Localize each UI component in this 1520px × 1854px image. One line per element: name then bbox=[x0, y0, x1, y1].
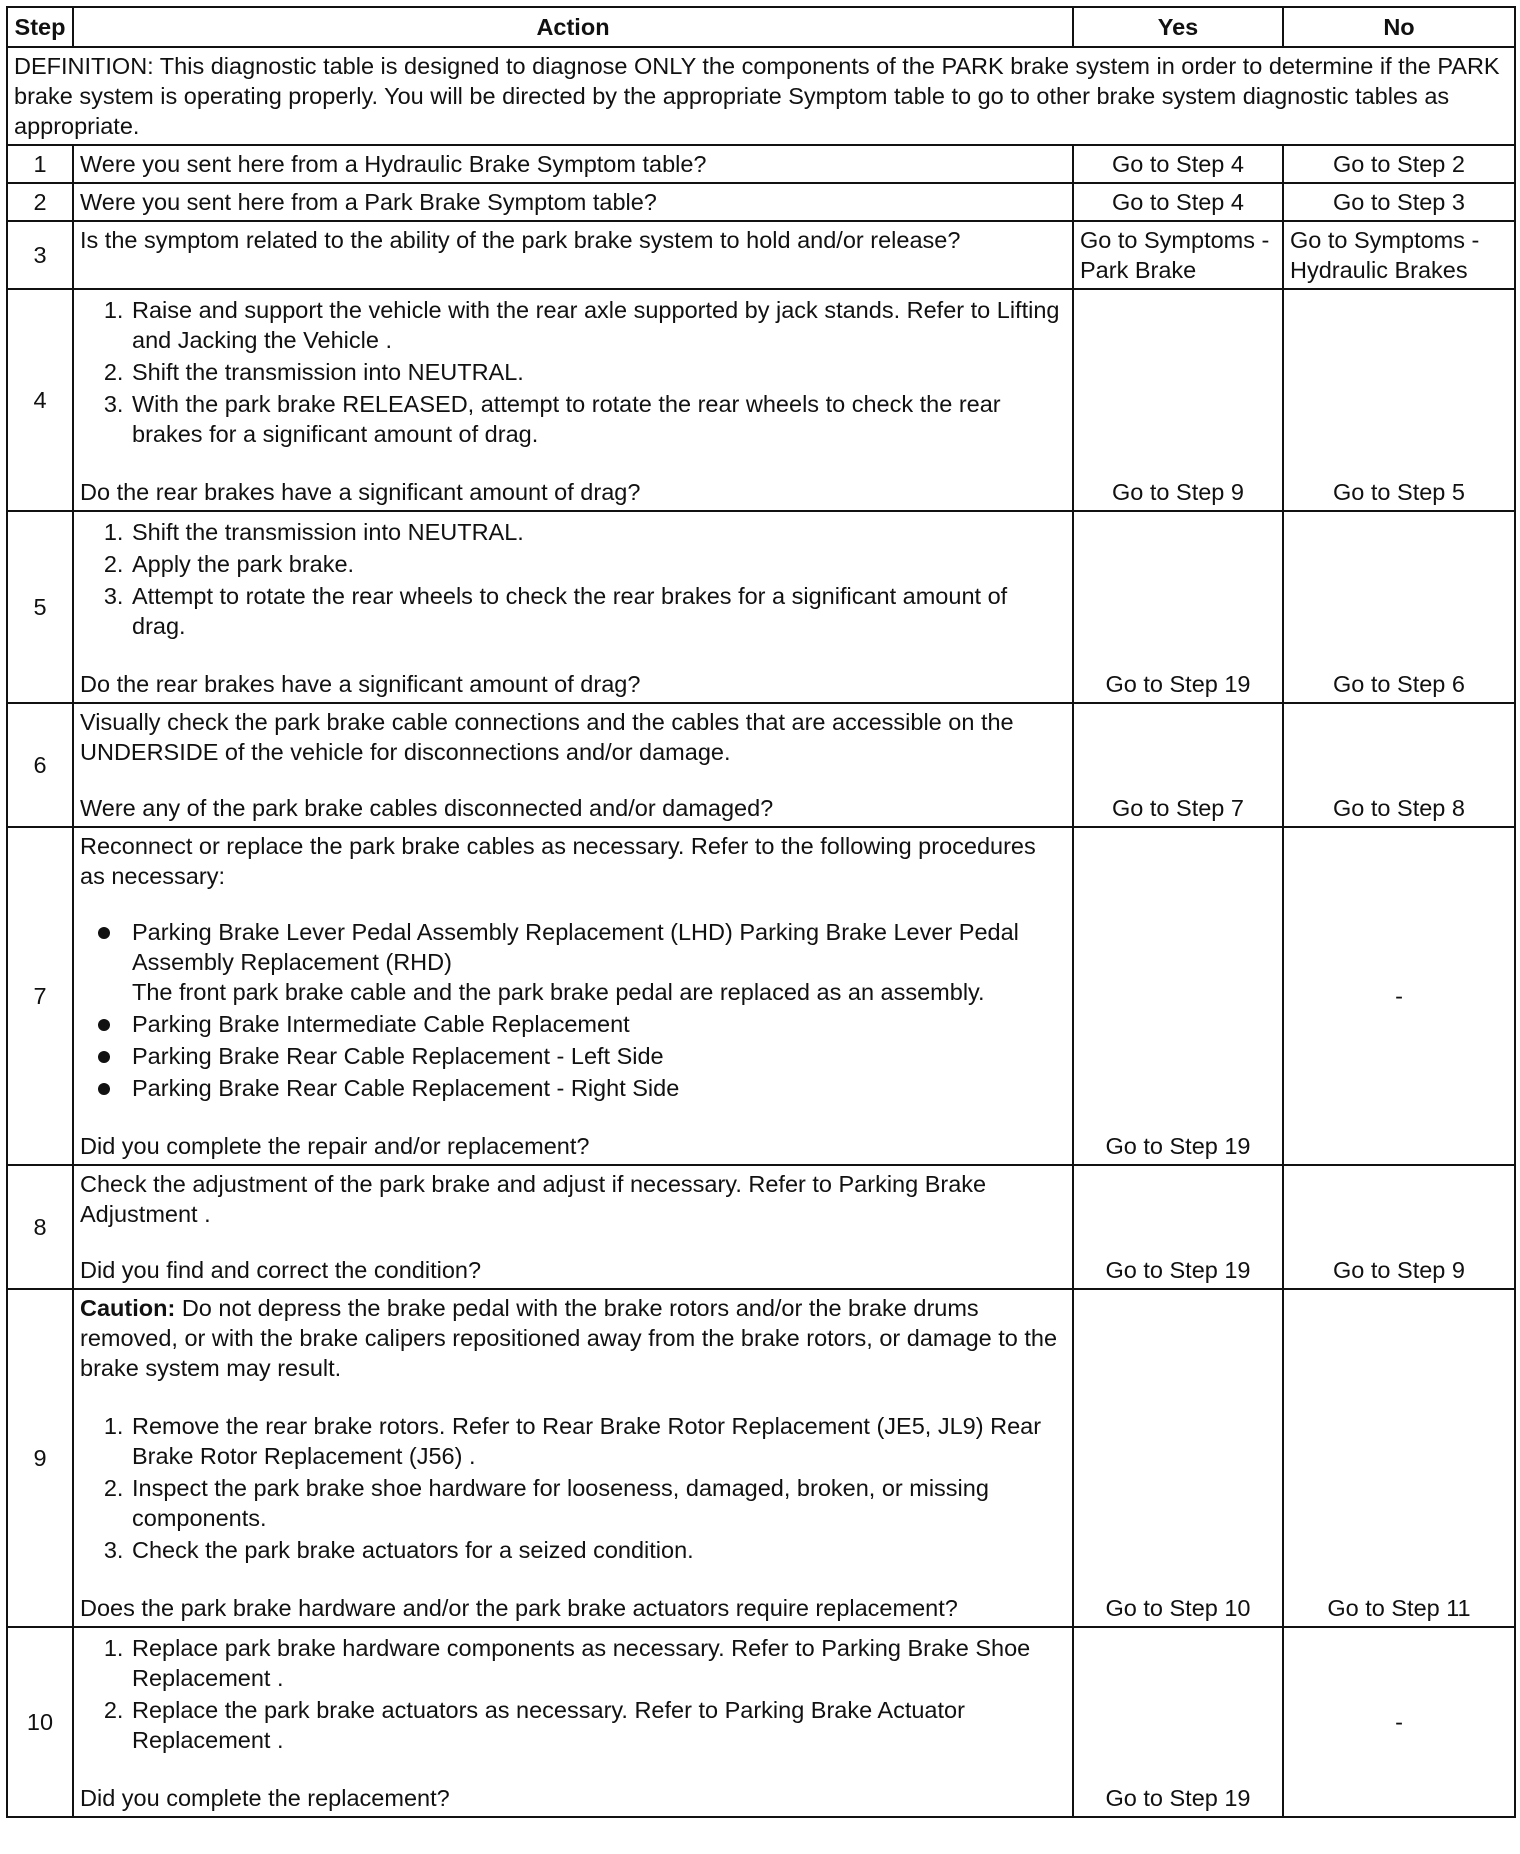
header-action: Action bbox=[73, 7, 1073, 47]
no-link[interactable]: Go to Step 8 bbox=[1283, 703, 1515, 827]
procedure-item: 1. Replace park brake hardware components as necessary. Refer to Parking Brake Shoe Replacement . bbox=[130, 1633, 1066, 1693]
no-link[interactable]: Go to Step 3 bbox=[1283, 183, 1515, 221]
procedure-item: 3. Check the park brake actuators for a seized condition. bbox=[130, 1535, 1066, 1565]
step-number: 3 bbox=[7, 221, 73, 289]
no-link[interactable]: Go to Symptoms - Hydraulic Brakes bbox=[1283, 221, 1515, 289]
spacer bbox=[80, 643, 1066, 669]
table-row bbox=[7, 1289, 1515, 1627]
yes-link[interactable]: Go to Step 19 bbox=[1073, 511, 1283, 703]
procedure-list bbox=[80, 295, 1066, 449]
step-action bbox=[73, 289, 1073, 511]
procedure-item: 2. Inspect the park brake shoe hardware for looseness, damaged, broken, or missing components. bbox=[130, 1473, 1066, 1533]
procedure-list bbox=[80, 1411, 1066, 1565]
definition-text: DEFINITION: This diagnostic table is designed to diagnose ONLY the components of the PARK brake system in order to determine if the PARK brake system is operating properly. You will be directed by the appropriate Symptom table to go to other brake system diagnostic tables as appropriate. bbox=[7, 47, 1515, 145]
table-row bbox=[7, 1165, 1515, 1289]
step-question: Does the park brake hardware and/or the park brake actuators require replacement? bbox=[80, 1595, 958, 1621]
step-question: Were you sent here from a Park Brake Symptom table? bbox=[73, 183, 1073, 221]
spacer bbox=[80, 1229, 1066, 1255]
step-number: 9 bbox=[7, 1289, 73, 1627]
step-question: Did you complete the replacement? bbox=[80, 1785, 450, 1811]
table-row bbox=[7, 1627, 1515, 1817]
yes-link[interactable]: Go to Step 9 bbox=[1073, 289, 1283, 511]
caution-label: Caution: bbox=[80, 1295, 176, 1321]
yes-link[interactable]: Go to Step 4 bbox=[1073, 183, 1283, 221]
yes-link[interactable]: Go to Symptoms - Park Brake bbox=[1073, 221, 1283, 289]
step-action bbox=[73, 703, 1073, 827]
table-row bbox=[7, 511, 1515, 703]
step-question: Were any of the park brake cables disconnected and/or damaged? bbox=[80, 795, 774, 821]
step-instruction: Reconnect or replace the park brake cables as necessary. Refer to the following procedures as necessary: bbox=[80, 833, 1036, 889]
spacer bbox=[80, 1105, 1066, 1131]
spacer bbox=[80, 767, 1066, 793]
step-question: Do the rear brakes have a significant amount of drag? bbox=[80, 671, 641, 697]
table-row bbox=[7, 221, 1515, 289]
table-header-row bbox=[7, 7, 1515, 47]
yes-link[interactable]: Go to Step 19 bbox=[1073, 827, 1283, 1165]
spacer bbox=[80, 451, 1066, 477]
step-number: 2 bbox=[7, 183, 73, 221]
procedure-item: 1. Remove the rear brake rotors. Refer to Rear Brake Rotor Replacement (JE5, JL9) Rear Brake Rotor Replacement (J56) . bbox=[130, 1411, 1066, 1471]
step-question: Do the rear brakes have a significant amount of drag? bbox=[80, 479, 641, 505]
procedure-item: 3. With the park brake RELEASED, attempt to rotate the rear wheels to check the rear brakes for a significant amount of drag. bbox=[130, 389, 1066, 449]
no-link[interactable]: Go to Step 5 bbox=[1283, 289, 1515, 511]
spacer bbox=[80, 1383, 1066, 1409]
yes-link[interactable]: Go to Step 19 bbox=[1073, 1627, 1283, 1817]
caution-text: Do not depress the brake pedal with the brake rotors and/or the brake drums removed, or with the brake calipers repositioned away from the brake rotors, or damage to the brake system may result. bbox=[80, 1295, 1058, 1381]
header-yes: Yes bbox=[1073, 7, 1283, 47]
yes-link[interactable]: Go to Step 7 bbox=[1073, 703, 1283, 827]
procedure-item: 2. Replace the park brake actuators as necessary. Refer to Parking Brake Actuator Replacement . bbox=[130, 1695, 1066, 1755]
no-link[interactable]: Go to Step 11 bbox=[1283, 1289, 1515, 1627]
yes-link[interactable]: Go to Step 4 bbox=[1073, 145, 1283, 183]
step-question: Were you sent here from a Hydraulic Brake Symptom table? bbox=[73, 145, 1073, 183]
step-action bbox=[73, 511, 1073, 703]
no-link[interactable]: Go to Step 6 bbox=[1283, 511, 1515, 703]
procedure-item: 2. Shift the transmission into NEUTRAL. bbox=[130, 357, 1066, 387]
procedure-bullets bbox=[80, 917, 1066, 1103]
step-number: 5 bbox=[7, 511, 73, 703]
table-row bbox=[7, 289, 1515, 511]
procedure-item: 1. Shift the transmission into NEUTRAL. bbox=[130, 517, 1066, 547]
table-row bbox=[7, 183, 1515, 221]
step-action bbox=[73, 1289, 1073, 1627]
yes-link[interactable]: Go to Step 10 bbox=[1073, 1289, 1283, 1627]
diagnostic-table bbox=[6, 6, 1516, 1818]
caution-note bbox=[80, 1293, 1066, 1383]
procedure-item: 1. Raise and support the vehicle with the rear axle supported by jack stands. Refer to Lifting and Jacking the Vehicle . bbox=[130, 295, 1066, 355]
spacer bbox=[80, 891, 1066, 917]
step-question: Did you find and correct the condition? bbox=[80, 1257, 482, 1283]
step-action bbox=[73, 1627, 1073, 1817]
no-value: - bbox=[1283, 827, 1515, 1165]
procedure-item: 3. Attempt to rotate the rear wheels to check the rear brakes for a significant amount of drag. bbox=[130, 581, 1066, 641]
header-no: No bbox=[1283, 7, 1515, 47]
bullet-item[interactable]: Parking Brake Intermediate Cable Replacement bbox=[130, 1009, 1066, 1039]
table-row bbox=[7, 703, 1515, 827]
spacer bbox=[80, 1567, 1066, 1593]
step-number: 7 bbox=[7, 827, 73, 1165]
step-number: 6 bbox=[7, 703, 73, 827]
step-question: Did you complete the repair and/or replacement? bbox=[80, 1133, 590, 1159]
table-row bbox=[7, 827, 1515, 1165]
yes-link[interactable]: Go to Step 19 bbox=[1073, 1165, 1283, 1289]
step-number: 4 bbox=[7, 289, 73, 511]
no-link[interactable]: Go to Step 2 bbox=[1283, 145, 1515, 183]
step-instruction: Visually check the park brake cable connections and the cables that are accessible on the UNDERSIDE of the vehicle for disconnections and/or damage. bbox=[80, 709, 1014, 765]
bullet-link[interactable]: Parking Brake Lever Pedal Assembly Replacement (LHD) Parking Brake Lever Pedal Assembly Replacement (RHD) bbox=[132, 919, 1019, 975]
procedure-list bbox=[80, 517, 1066, 641]
bullet-item[interactable]: Parking Brake Rear Cable Replacement - Right Side bbox=[130, 1073, 1066, 1103]
bullet-item bbox=[130, 917, 1066, 1007]
step-instruction: Check the adjustment of the park brake and adjust if necessary. Refer to Parking Brake Adjustment . bbox=[80, 1171, 987, 1227]
step-number: 10 bbox=[7, 1627, 73, 1817]
procedure-item: 2. Apply the park brake. bbox=[130, 549, 1066, 579]
bullet-note: The front park brake cable and the park brake pedal are replaced as an assembly. bbox=[132, 979, 985, 1005]
step-action bbox=[73, 1165, 1073, 1289]
no-link[interactable]: Go to Step 9 bbox=[1283, 1165, 1515, 1289]
header-step: Step bbox=[7, 7, 73, 47]
bullet-item[interactable]: Parking Brake Rear Cable Replacement - Left Side bbox=[130, 1041, 1066, 1071]
step-number: 8 bbox=[7, 1165, 73, 1289]
spacer bbox=[80, 1757, 1066, 1783]
table-row bbox=[7, 145, 1515, 183]
procedure-list bbox=[80, 1633, 1066, 1755]
step-question: Is the symptom related to the ability of the park brake system to hold and/or release? bbox=[73, 221, 1073, 289]
no-value: - bbox=[1283, 1627, 1515, 1817]
step-number: 1 bbox=[7, 145, 73, 183]
step-action bbox=[73, 827, 1073, 1165]
definition-row bbox=[7, 47, 1515, 145]
